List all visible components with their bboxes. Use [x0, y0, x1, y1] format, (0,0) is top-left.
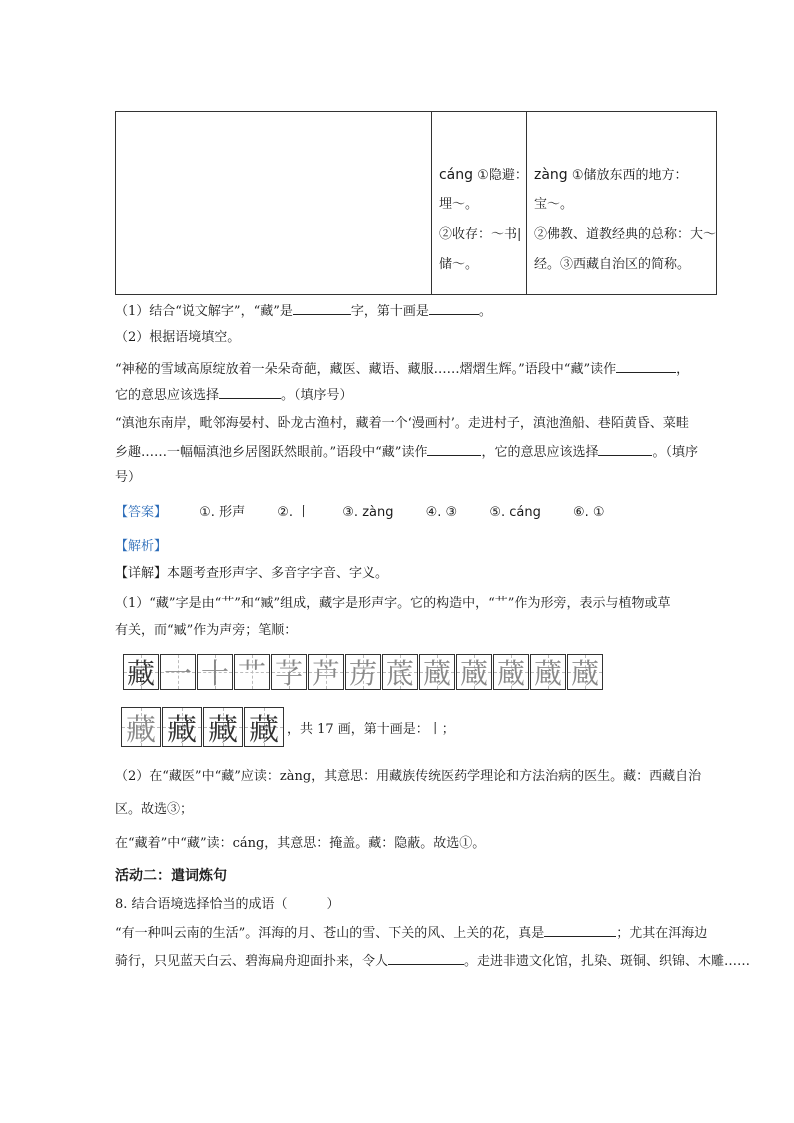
analysis-detail: 【详解】本题考查形声字、多音字字音、字义。	[115, 566, 389, 581]
question-2-title: （2）根据语境填空。	[115, 330, 241, 345]
stroke-cell: 菧	[382, 654, 418, 690]
zang-ex1: 宝～。	[533, 197, 573, 212]
answer-item: ③. zàng	[342, 505, 394, 520]
cang-pinyin: cáng	[438, 167, 474, 183]
stroke-order-row-2	[121, 707, 285, 747]
cang-def2: ②收存：～书|	[438, 227, 522, 242]
stroke-cell: 藏	[123, 654, 159, 690]
table-blank-cell	[116, 112, 432, 294]
zang-def2: ②佛教、道教经典的总称：大～	[533, 227, 716, 242]
analysis-line-5: 在“藏着”中“藏”读：cáng，其意思：掩盖。藏：隐蔽。故选①。	[115, 836, 486, 851]
dictionary-table	[115, 111, 717, 295]
question-2-p2-line2: 乡趣……一幅幅滇池乡居图跃然眼前。”语段中“藏”读作 ，它的意思应该选择 。（填序	[115, 441, 698, 463]
stroke-cell: 苈	[345, 654, 381, 690]
stroke-cell: 藏	[244, 707, 284, 747]
analysis-line-1: （1）“藏”字是由“艹”和“臧”组成，藏字是形声字。它的构造中，“艹”作为形旁，表示与植物或草	[115, 596, 671, 611]
question-1: （1）结合“说文解字”，“藏”是 字，第十画是 。	[115, 300, 492, 322]
answer-item: ②. 丨	[277, 505, 311, 520]
answer-blank[interactable]	[219, 384, 281, 399]
answer-blank[interactable]	[544, 922, 616, 937]
answer-item: ⑤. cáng	[489, 505, 541, 520]
cang-def1: ①隐避：	[477, 168, 528, 183]
question-2-p1-line1: “神秘的雪域高原绽放着一朵朵奇葩，藏医、藏语、藏服……熠熠生辉。”语段中“藏”读作 ，	[115, 358, 689, 380]
cang-ex2: 储～。	[438, 257, 478, 272]
stroke-cell: 芦	[308, 654, 344, 690]
question-8: 8. 结合语境选择恰当的成语（ ）	[115, 897, 340, 912]
answer-line	[115, 503, 605, 523]
zang-def1: ①储放东西的地方：	[571, 168, 688, 183]
stroke-cell: 蔵	[530, 654, 566, 690]
answer-tag: 【答案】	[115, 505, 168, 520]
answer-blank[interactable]	[293, 300, 351, 315]
stroke-summary: ，共 17 画，第十画是：丨；	[287, 722, 455, 737]
question-8-line1: “有一种叫云南的生活”。洱海的月、苍山的雪、下关的风、上关的花，真是 ；尤其在洱海边	[115, 922, 707, 944]
stroke-cell: 藏	[162, 707, 202, 747]
analysis-tag: 【解析】	[115, 539, 168, 554]
answer-blank[interactable]	[598, 441, 652, 456]
stroke-cell: 藏	[203, 707, 243, 747]
stroke-cell: 蔵	[456, 654, 492, 690]
zang-pinyin: zàng	[533, 167, 568, 183]
stroke-cell: 十	[197, 654, 233, 690]
analysis-line-4: 区。故选③；	[115, 802, 194, 817]
stroke-order-row-1	[123, 654, 604, 690]
stroke-cell: 芓	[271, 654, 307, 690]
stroke-cell: 蔵	[419, 654, 455, 690]
table-zang-cell	[527, 112, 716, 294]
stroke-cell: 蔵	[493, 654, 529, 690]
table-cang-cell	[432, 112, 527, 294]
stroke-cell: 一	[160, 654, 196, 690]
answer-item: ④. ③	[425, 505, 458, 520]
cang-ex1: 埋～。	[438, 197, 478, 212]
answer-blank[interactable]	[388, 950, 464, 965]
analysis-line-3: （2）在“藏医”中“藏”应读：zàng，其意思：用藏族传统医药学理论和方法治病的医生。藏：西藏自治	[115, 769, 702, 784]
question-8-line2: 骑行，只见蓝天白云、碧海扁舟迎面扑来，令人 。走进非遗文化馆，扎染、斑铜、织锦、木雕……	[115, 950, 750, 972]
zang-def3: 经。③西藏自治区的简称。	[533, 257, 690, 272]
answer-item: ①. 形声	[199, 505, 246, 520]
answer-item: ⑥. ①	[573, 505, 605, 520]
analysis-line-2: 有关，而“臧”作为声旁；笔顺：	[115, 623, 298, 638]
question-2-p2-line1: “滇池东南岸，毗邻海晏村、卧龙古渔村，藏着一个‘漫画村’。走进村子，滇池渔船、巷陌黄昏、菜畦	[115, 416, 689, 431]
question-2-p2-line3: 号）	[115, 470, 142, 485]
stroke-cell: 艹	[234, 654, 270, 690]
question-2-p1-line2: 它的意思应该选择 。（填序号）	[115, 384, 353, 406]
activity-title: 活动二：遣词炼句	[115, 868, 227, 884]
answer-blank[interactable]	[616, 358, 676, 373]
stroke-cell: 藏	[121, 707, 161, 747]
answer-blank[interactable]	[427, 441, 481, 456]
answer-blank[interactable]	[429, 300, 479, 315]
stroke-cell: 蔵	[567, 654, 603, 690]
